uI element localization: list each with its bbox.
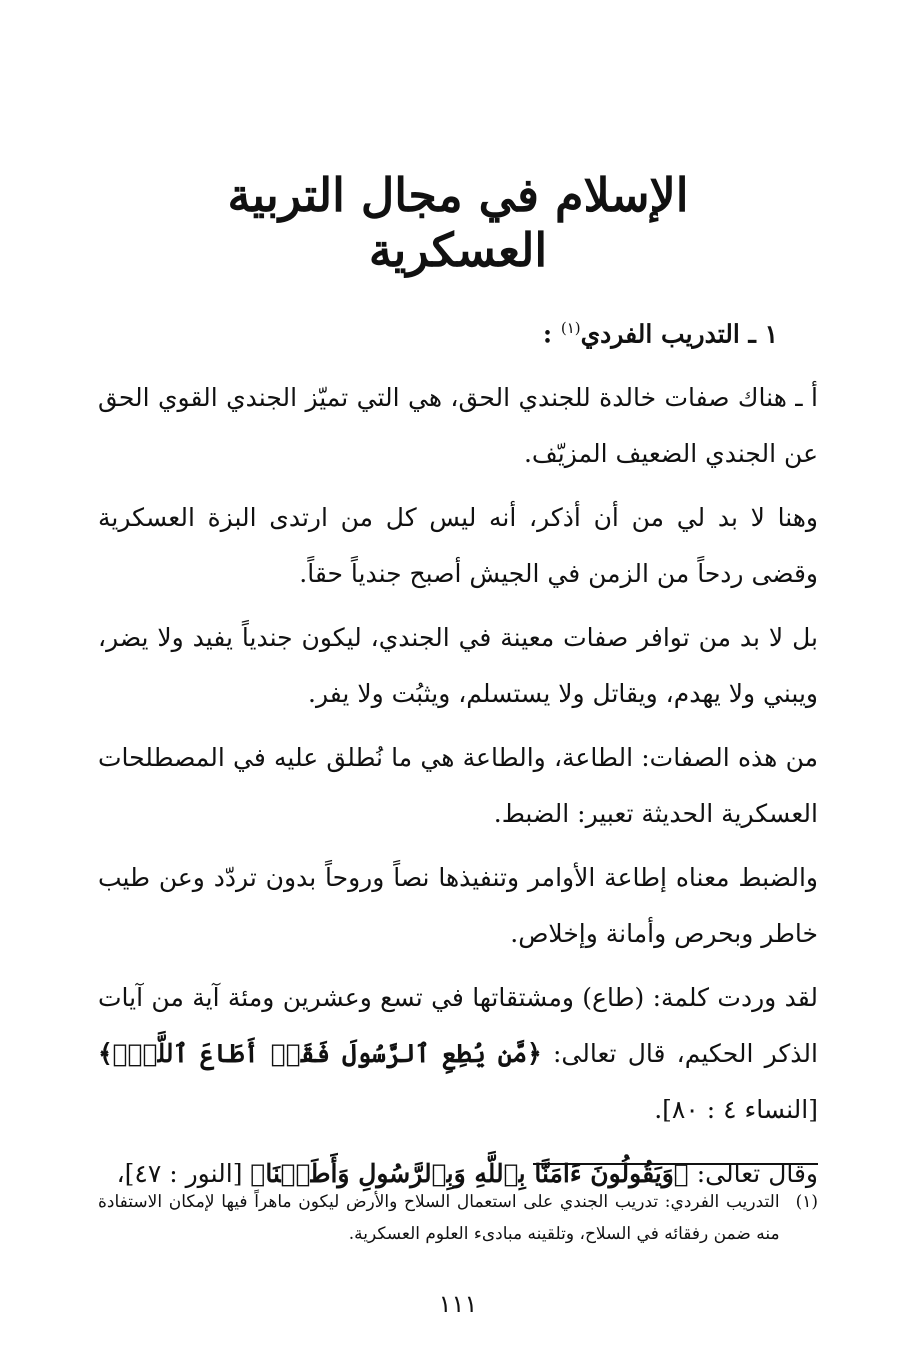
verse-reference-2: [النور : ٤٧]، xyxy=(116,1159,251,1189)
section-heading xyxy=(98,300,818,362)
footnote-marker[interactable]: (١) xyxy=(560,319,581,337)
paragraph-5: والضبط معناه إطاعة الأوامر وتنفيذها نصاً وروحاً بدون تردّد وعن طيب خاطر وبحرص وأمانة وإخلاص. xyxy=(98,863,818,949)
footnote-number: (١) xyxy=(795,1192,818,1212)
paragraph-1: أ ـ هناك صفات خالدة للجندي الحق، هي التي تميّز الجندي القوي الحق عن الجندي الضعيف المزيّف. xyxy=(98,383,818,469)
paragraph-7-intro: وقال تعالى: xyxy=(688,1159,818,1189)
quran-verse-1: ﴿مَّن يُطِعِ ٱلرَّسُولَ فَقَدۡ أَطَاعَ ٱللَّهَۖ﴾ xyxy=(98,1039,542,1069)
paragraph-6 xyxy=(98,970,818,1138)
quran-verse-2: ﴿وَيَقُولُونَ ءَامَنَّا بِٱللَّهِ وَبِٱلرَّسُولِ وَأَطَعۡنَا﴾ xyxy=(250,1159,689,1189)
paragraph-3: بل لا بد من توافر صفات معينة في الجندي، ليكون جندياً يفيد ولا يضر، ويبني ولا يهدم، ويقاتل ولا يستسلم، ويثبُت ولا يفر. xyxy=(98,623,818,709)
heading-colon: : xyxy=(542,319,561,349)
section-heading-text: ١ ـ التدريب الفردي xyxy=(580,319,778,349)
verse-reference-1: [النساء ٤ : ٨٠]. xyxy=(654,1095,818,1125)
chapter-title: الإسلام في مجال التربية العسكرية xyxy=(227,168,689,278)
paragraph-2: وهنا لا بد لي من أن أذكر، أنه ليس كل من ارتدى البزة العسكرية وقضى ردحاً من الزمن في الجيش أصبح جندياً حقاً. xyxy=(98,503,818,589)
paragraph-6-intro: لقد وردت كلمة: (طاع) ومشتقاتها في تسع وعشرين ومئة آية من آيات الذكر الحكيم، قال تعالى: xyxy=(98,983,818,1069)
paragraph-4: من هذه الصفات: الطاعة، والطاعة هي ما نُطلق عليه في المصطلحات العسكرية الحديثة تعبير: الضبط. xyxy=(98,743,818,829)
page-number: ١١١ xyxy=(438,1290,478,1318)
footnote-separator xyxy=(533,1163,818,1165)
main-text xyxy=(98,300,818,1210)
footnote xyxy=(98,1186,818,1250)
footnote-text: التدريب الفردي: تدريب الجندي على استعمال السلاح والأرض ليكون ماهراً فيها لإمكان الاستفادة منه ضمن رفقائه في السلاح، وتلقينه مبادىء العلوم العسكرية. xyxy=(98,1192,780,1244)
